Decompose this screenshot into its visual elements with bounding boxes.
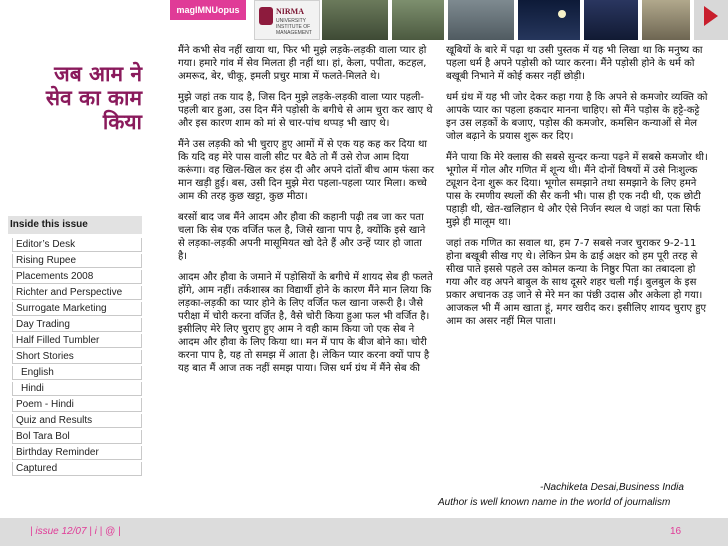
article-paragraph: जहां तक गणित का सवाल था, हम 7-7 सबसे नजर चुराकर 9-2-11 होना बखूबी सीख गए थे। लेकिन प्रेम के ढाई अक्षर को हम पूरी तरह से सीख पाते इससे पहले उस कोमल कन्या के निष्ठुर पिता का तबादला हो गया और वह अपने बाबुल के साथ दूसरे शहर चली गई। बुलबुल के इस प्रकार अचानक उड़ जाने से मेरे मन का पंछी उदास और अकेला हो गया। आजकल भी मैं आम खाता हूं, मगर खरीद कर। इसीलिए शायद चुराए हुए आम का असर नहीं मिल पाता। <box>446 238 707 327</box>
sidebar-item[interactable]: Rising Rupee <box>12 254 142 268</box>
article-paragraph: मैंने कभी सेव नहीं खाया था, फिर भी मुझे लड़के-लड़की वाला प्यार हो गया। हमारे गांव में सेव मिलता ही नहीं था। हां, केला, पपीता, कटहल, अमरूद, बेर, चीकू, इमली प्रचुर मात्रा में फलते-मिलते थे। <box>178 45 427 82</box>
banner-photo-5 <box>584 0 638 40</box>
article-paragraph: धर्म ग्रंथ में यह भी जोर देकर कहा गया है कि अपने से कमजोर व्यक्ति को आपके प्यार का पहला हकदार मानना चाहिए। सो मैंने पड़ोस के हट्टे-कट्टे इन उस लड़कों के बजाए, पड़ोस की कमजोर, कमसिन कन्याओं से मेल जोल बढ़ाने के प्रयास शुरू कर दिए। <box>446 92 708 142</box>
sidebar-item[interactable]: Hindi <box>12 382 142 396</box>
author-byline: -Nachiketa Desai,Business India <box>540 482 684 493</box>
article-paragraph: बरसों बाद जब मैंने आदम और हौवा की कहानी पढ़ी तब जा कर पता चला कि सेब एक वर्जित फल है, जिसे खाना पाप है, क्योंकि इसे खाने से लड़का-लड़की अपनी मासूमियत खो देते हैं और उन्हें प्यार हो जाता है। <box>178 212 426 262</box>
article-paragraph: खूबियों के बारे में पढ़ा था उसी पुस्तक में यह भी लिखा था कि मनुष्य का पहला धर्म है अपने पड़ोसी को प्यार करना। मैंने पड़ोसी होने के धर्म को बखूबी निभाने में कोई कसर नहीं छोड़ी। <box>446 45 703 82</box>
article-paragraph: आदम और हौवा के जमाने में पड़ोसियों के बगीचे में शायद सेब ही फलते होंगे, आम नहीं। तर्कशास्त्र का विद्यार्थी होने के कारण मैंने मान लिया कि लड़का-लड़की का प्यार होने के लिए वर्जित फल खाना जरूरी है। जैसे परीक्षा में चोरी करना वर्जित है, वैसे चोरी किया हुआ फल भी वर्जित है। इसीलिए मेरे लिए चुराए हुए आम ने वही काम किया जो एक सेब ने आदम और हौवा के लिए किया था। मन में पाप के बीज बोने का। चोरी करना पाप है, यह तो समझ में आता है। लेकिन प्यार करना क्यों पाप है यह बात मैं आज तक नहीं समझ पाया। जिस धर्म ग्रंथ में मैंने सेब की <box>178 272 433 374</box>
sidebar-item[interactable]: Day Trading <box>12 318 142 332</box>
sidebar-heading: Inside this issue <box>8 216 142 234</box>
logo-subtitle: UNIVERSITY INSTITUTE OF MANAGEMENT <box>276 18 312 36</box>
banner-photo-2 <box>392 0 444 40</box>
sidebar-item[interactable]: Quiz and Results <box>12 414 142 428</box>
banner-photo-3 <box>448 0 514 40</box>
header-banner <box>0 0 728 40</box>
issue-info: | issue 12/07 | i | @ | <box>30 526 121 537</box>
title-line-2: सेव का काम <box>45 86 142 110</box>
author-note: Author is well known name in the world of journalism <box>438 497 671 508</box>
sidebar-item[interactable]: Surrogate Marketing <box>12 302 142 316</box>
article-title <box>30 62 142 134</box>
banner-photo-night <box>518 0 580 40</box>
logo-name: NIRMA <box>276 7 304 16</box>
inside-this-issue-panel <box>8 216 142 498</box>
moon-icon <box>558 10 566 18</box>
title-line-3: किया <box>102 110 142 134</box>
sidebar-list <box>8 234 142 476</box>
sidebar-item[interactable]: Bol Tara Bol <box>12 430 142 444</box>
article-paragraph: मैंने उस लड़की को भी चुराए हुए आमों में से एक यह कह कर दिया था कि यदि वह मेरे पास वाली सीट पर बैठे तो मैं उसे रोज आम दिया करूंगा। वह खिल-खिल कर हंस दी और अपने दांतों बीच आम फंसा कर मान खड़ी हुई। बस, उसी दिन मुझे मेरा पहला-पहला प्यार मिला। कच्चे आम की तरह कुछ खट्टा, कुछ मीठा। <box>178 139 434 202</box>
banner-photo-1 <box>322 0 388 40</box>
sidebar-item[interactable]: Editor’s Desk <box>12 238 142 252</box>
page-footer <box>0 518 728 546</box>
flag-icon <box>704 6 718 26</box>
article-column-1 <box>178 44 434 383</box>
sidebar-item[interactable]: English <box>12 366 142 380</box>
sidebar-item[interactable]: Richter and Perspective <box>12 286 142 300</box>
title-line-1: जब आम ने <box>54 62 142 86</box>
sidebar-item[interactable]: Placements 2008 <box>12 270 142 284</box>
sidebar-item[interactable]: Short Stories <box>12 350 142 364</box>
sidebar-item[interactable]: Captured <box>12 462 142 476</box>
article-paragraph: मैंने पाया कि मेरे क्लास की सबसे सुन्दर कन्या पढ़ने में सबसे कमजोर थी। भूगोल में गोल और गणित में शून्य थी। मैंने दोनों विषयों में उसे निःशुल्क ट्यूशन देना शुरू कर दिया। भूगोल समझाने तथा समझाने के लिए हमने पास के रमणीय स्थलों की सैर कनी भी। पास ही एक नदी थी, एक छोटी पहाड़ी थी, खेत-खलिहान थे और ऐसे निर्जन स्थल थे जहां का पता सिर्फ मुझे ही मालूम था। <box>446 152 708 228</box>
banner-photo-flag <box>694 0 728 40</box>
article-column-2 <box>446 44 708 336</box>
sidebar-item[interactable]: Birthday Reminder <box>12 446 142 460</box>
university-seal-icon <box>259 7 273 25</box>
university-logo <box>254 0 320 40</box>
magazine-brand: magIMNUopus <box>170 0 246 20</box>
banner-photo-6 <box>642 0 690 40</box>
sidebar-item[interactable]: Poem - Hindi <box>12 398 142 412</box>
article-paragraph: मुझे जहां तक याद है, जिस दिन मुझे लड़के-लड़की वाला प्यार पहली-पहली बार हुआ, उस दिन मैंने पड़ोसी के बगीचे से आम चुरा कर खाए थे और इस कारण शाम को मां से चार-पांच थप्पड़ भी खाए थे। <box>178 92 433 129</box>
page-number: 16 <box>670 526 682 537</box>
sidebar-item[interactable]: Half Filled Tumbler <box>12 334 142 348</box>
